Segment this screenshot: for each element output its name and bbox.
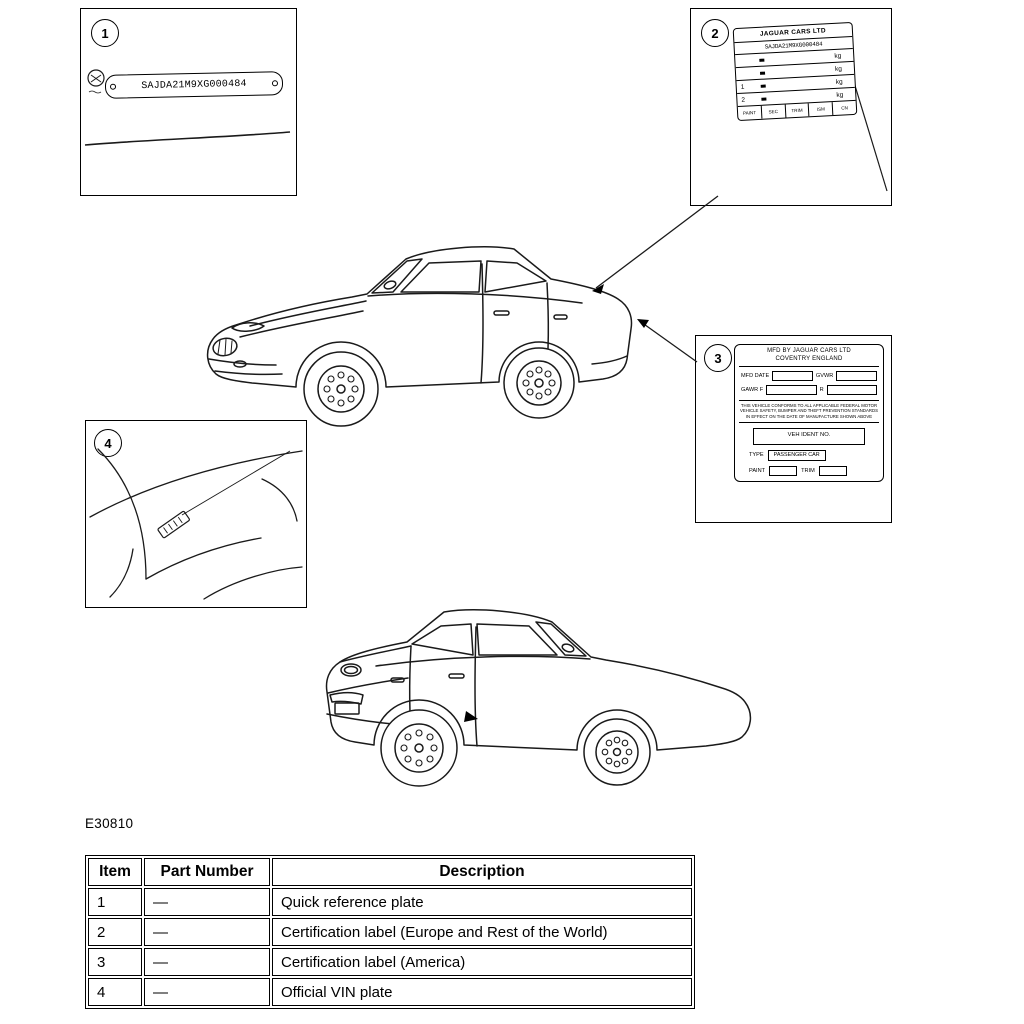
figure-code: E30810 — [85, 816, 134, 831]
gawr-f-field — [766, 385, 816, 395]
label-vin-number: SAJDA21M9XG000484 — [734, 37, 852, 55]
paint-trim-row — [749, 466, 869, 476]
paint-label: PAINT — [749, 467, 766, 474]
weight-row-index: 2 — [741, 96, 746, 104]
table-row — [88, 918, 692, 946]
header-description: Description — [272, 858, 692, 886]
cell-part-number: — — [144, 948, 270, 976]
callout-number-4: 4 — [94, 429, 122, 457]
footer-cell-cn: CN — [841, 105, 849, 111]
cell-description: Quick reference plate — [272, 888, 692, 916]
cell-part-number: — — [144, 978, 270, 1006]
maker-line-2: COVENTRY ENGLAND — [775, 355, 843, 362]
callout-box-certification-label-europe — [690, 8, 892, 206]
vin-plate-leader-line — [182, 451, 290, 515]
weight-field-mark — [760, 71, 765, 74]
type-row — [749, 450, 869, 461]
callout-box-certification-label-america — [695, 335, 892, 523]
label-maker-name: JAGUAR CARS LTD — [734, 23, 853, 43]
callout-number-3: 3 — [704, 344, 732, 372]
gvwr-label: GVWR — [815, 372, 834, 379]
weight-field-mark — [761, 97, 766, 100]
weight-unit: kg — [835, 78, 843, 86]
weight-row-index — [740, 73, 750, 74]
table-row — [88, 888, 692, 916]
weight-field-mark — [759, 58, 764, 61]
header-part-number: Part Number — [144, 858, 270, 886]
label-maker-block — [739, 348, 879, 367]
veh-ident-box: VEH IDENT NO. — [753, 428, 865, 445]
maker-line-1: MFD BY JAGUAR CARS LTD — [767, 348, 851, 354]
certification-label-america — [734, 344, 884, 482]
footer-cell-trim: TRIM — [785, 103, 809, 117]
cell-description: Certification label (America) — [272, 948, 692, 976]
jaguar-growler-icon — [85, 67, 107, 101]
cell-item: 3 — [88, 948, 142, 976]
weight-unit: kg — [836, 91, 844, 99]
footer-cell-paint: PAINT — [738, 106, 762, 120]
parts-table — [85, 855, 695, 1009]
gvwr-field — [836, 371, 877, 381]
official-vin-plate — [157, 511, 190, 538]
cell-description: Official VIN plate — [272, 978, 692, 1006]
compliance-statement: THIS VEHICLE CONFORMS TO ALL APPLICABLE FEDERAL MOTOR VEHICLE SAFETY, BUMPER AND THEFT PREVENTION STANDARDS IN EFFECT ON THE DATE OF MANUFACTURE SHOWN ABOVE — [739, 400, 879, 423]
fascia-shelf-line — [81, 9, 294, 193]
cell-part-number: — — [144, 888, 270, 916]
mfd-date-label: MFD DATE — [741, 372, 770, 379]
callout-number-2: 2 — [701, 19, 729, 47]
table-row — [88, 978, 692, 1006]
cell-part-number: — — [144, 918, 270, 946]
trim-field — [819, 466, 847, 476]
header-item: Item — [88, 858, 142, 886]
gawr-f-label: GAWR F — [741, 386, 764, 393]
cell-item: 2 — [88, 918, 142, 946]
weight-unit: kg — [834, 65, 843, 73]
gawr-row — [741, 385, 877, 395]
callout-box-quick-reference-plate — [80, 8, 297, 196]
weight-row-index — [739, 60, 749, 61]
footer-cell-sec: SEC — [762, 105, 786, 119]
type-label: TYPE — [749, 452, 764, 459]
type-value: PASSENGER CAR — [768, 450, 826, 461]
cell-item: 4 — [88, 978, 142, 1006]
mfd-date-gvwr-row — [741, 371, 877, 381]
table-header-row — [88, 858, 692, 886]
weight-field-mark — [761, 84, 766, 87]
table-row — [88, 948, 692, 976]
quick-reference-plate — [105, 71, 283, 99]
paint-field — [769, 466, 797, 476]
mfd-date-field — [772, 371, 813, 381]
vin-number: SAJDA21M9XG000484 — [141, 78, 247, 92]
cell-item: 1 — [88, 888, 142, 916]
car-front-three-quarter-illustration — [180, 180, 670, 450]
weight-unit: kg — [834, 52, 842, 60]
cell-description: Certification label (Europe and Rest of the World) — [272, 918, 692, 946]
gawr-r-field — [827, 385, 877, 395]
trim-label: TRIM — [801, 467, 815, 474]
callout-number-1: 1 — [91, 19, 119, 47]
gawr-r-label: R — [819, 386, 824, 393]
weight-row-index: 1 — [740, 83, 745, 91]
certification-label-europe — [733, 22, 858, 121]
car-rear-three-quarter-illustration — [278, 543, 798, 833]
footer-cell-ism: ISM — [809, 102, 833, 116]
